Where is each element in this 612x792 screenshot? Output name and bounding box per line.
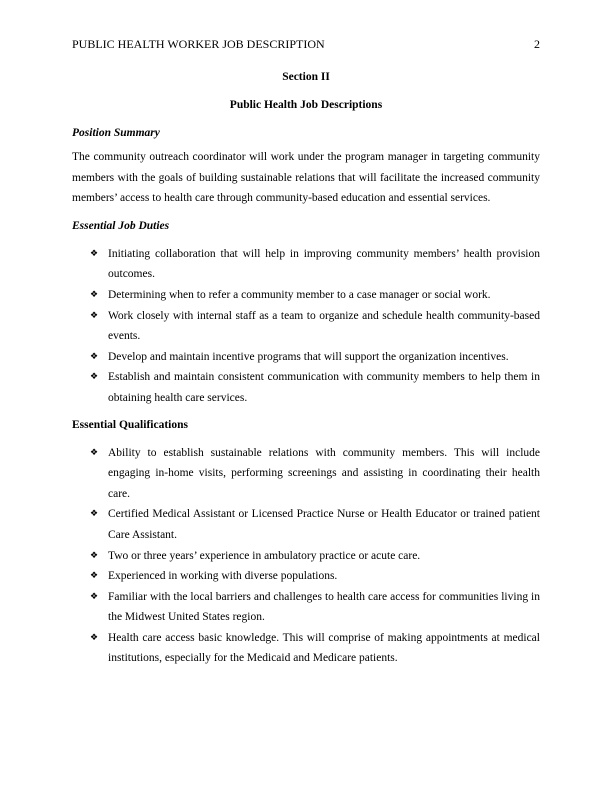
- list-item-text: Certified Medical Assistant or Licensed Practice Nurse or Health Educator or trained patient Care Assistant.: [108, 508, 540, 541]
- position-summary-paragraph: The community outreach coordinator will work under the program manager in targeting community members with the goals of building sustainable relations that will facilitate the increased community members’ access to health care through community-based education and essential services.: [72, 151, 540, 205]
- section-title: Public Health Job Descriptions: [229, 98, 383, 111]
- diamond-bullet-icon: ❖: [90, 447, 99, 458]
- list-item-text: Work closely with internal staff as a team to organize and schedule health community-based events.: [108, 309, 540, 343]
- diamond-bullet-icon: ❖: [90, 372, 99, 383]
- diamond-bullet-icon: ❖: [90, 550, 99, 561]
- list-item: [72, 244, 540, 285]
- position-summary-heading: Position Summary: [72, 127, 160, 139]
- job-duties-list: [72, 244, 540, 409]
- diamond-bullet-icon: ❖: [90, 289, 99, 300]
- list-item-text: Two or three years’ experience in ambulatory practice or acute care.: [108, 549, 421, 562]
- diamond-bullet-icon: ❖: [90, 509, 99, 520]
- list-item: [72, 347, 540, 368]
- diamond-bullet-icon: ❖: [90, 571, 99, 582]
- list-item-text: Familiar with the local barriers and challenges to health care access for communities living in the Midwest United States region.: [108, 590, 540, 624]
- list-item: [72, 546, 540, 567]
- list-item-text: Establish and maintain consistent communication with community members to help them in obtaining health care services.: [108, 371, 540, 404]
- list-item: [72, 566, 540, 587]
- list-item-text: Health care access basic knowledge. This will comprise of making appointments at medical institutions, especially for the Medicaid and Medicare patients.: [108, 631, 540, 665]
- list-item-text: Initiating collaboration that will help in improving community members’ health provision outcomes.: [108, 247, 540, 281]
- list-item-text: Ability to establish sustainable relations with community members. This will include engaging in-home visits, performing screenings and assisting in coordinating their health care.: [108, 446, 540, 500]
- running-head-title: PUBLIC HEALTH WORKER JOB DESCRIPTION: [72, 37, 325, 51]
- list-item-text: Determining when to refer a community member to a case manager or social work.: [108, 288, 491, 301]
- list-item: [72, 587, 540, 628]
- list-item: [72, 628, 540, 669]
- qualifications-heading: Essential Qualifications: [72, 418, 188, 431]
- qualifications-list: [72, 443, 540, 670]
- job-duties-heading: Essential Job Duties: [72, 219, 170, 232]
- diamond-bullet-icon: ❖: [90, 591, 99, 602]
- list-item: [72, 367, 540, 408]
- list-item-text: Develop and maintain incentive programs that will support the organization incentives.: [108, 350, 509, 363]
- list-item: [72, 443, 540, 505]
- document-body: [72, 64, 540, 669]
- list-item-text: Experienced in working with diverse populations.: [108, 570, 338, 583]
- section-label: Section II: [282, 71, 330, 83]
- running-head: [72, 36, 540, 52]
- diamond-bullet-icon: ❖: [90, 248, 99, 259]
- diamond-bullet-icon: ❖: [90, 632, 99, 643]
- diamond-bullet-icon: ❖: [90, 351, 99, 362]
- list-item: [72, 285, 540, 306]
- list-item: [72, 504, 540, 545]
- list-item: [72, 306, 540, 347]
- page-number: 2: [534, 37, 540, 51]
- diamond-bullet-icon: ❖: [90, 310, 99, 321]
